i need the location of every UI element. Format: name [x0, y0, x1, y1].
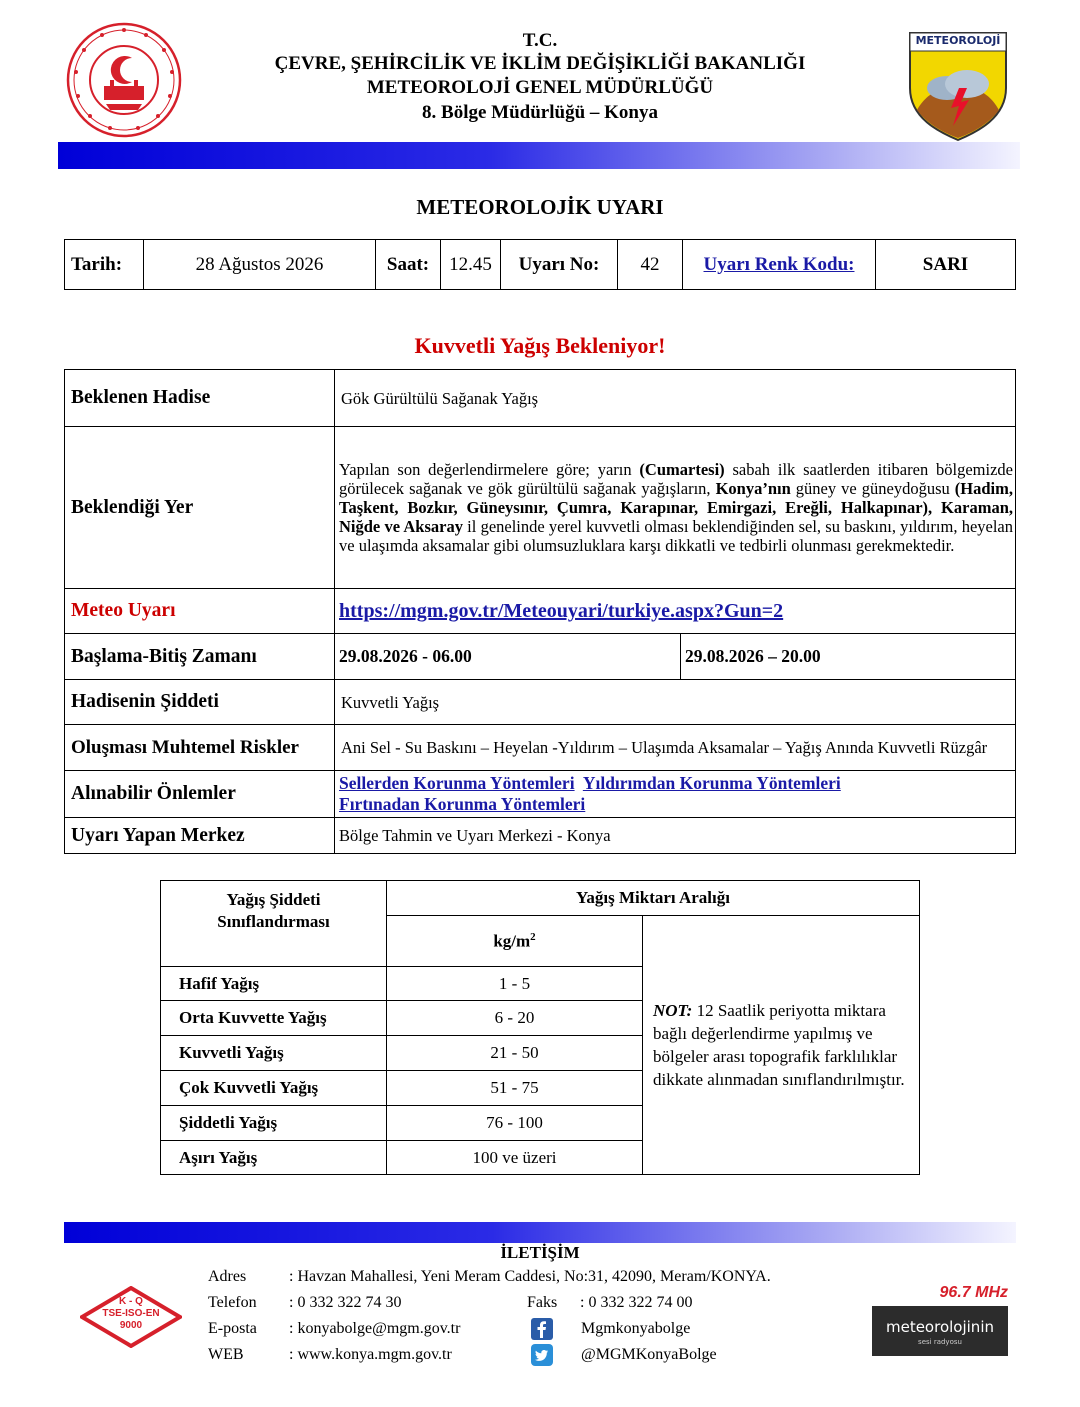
kq-line2: TSE-ISO-EN [102, 1308, 160, 1319]
meteo-link-cell [335, 589, 1016, 634]
rain-amount-header: Yağış Miktarı Aralığı [387, 881, 920, 916]
end-time: 29.08.2026 – 20.00 [681, 634, 1016, 680]
email-label: E-posta [208, 1320, 257, 1337]
rain-class-header-l1: Yağış Şiddeti [226, 890, 321, 909]
meteo-label: Meteo Uyarı [65, 589, 335, 634]
rain-class-header-l2: Sınıflandırması [217, 912, 330, 931]
color-code-value: SARI [876, 240, 1016, 290]
radio-logo [872, 1306, 1008, 1356]
warning-no-label: Uyarı No: [501, 240, 618, 290]
place-text-bold: (Cumartesi) [639, 460, 725, 479]
rain-unit-text: kg/m [493, 931, 531, 951]
radio-logo-sub: sesi radyosu [918, 1338, 962, 1346]
measures-label: Alınabilir Önlemler [65, 771, 335, 818]
rain-unit [387, 916, 643, 967]
address-value: : Havzan Mahallesi, Yeni Meram Caddesi, No:31, 42090, Meram/KONYA. [289, 1268, 771, 1285]
place-text-part: güney ve güneydoğusu [790, 479, 955, 498]
headline: Kuvvetli Yağış Bekleniyor! [414, 333, 666, 358]
severity-value: Kuvvetli Yağış [335, 680, 1016, 725]
contact-labels [208, 1264, 257, 1368]
kq-certification-logo [80, 1286, 182, 1348]
rain-row-range: 21 - 50 [387, 1036, 643, 1071]
center-value: Bölge Tahmin ve Uyarı Merkezi - Konya [335, 818, 1016, 854]
details-table [64, 369, 1016, 854]
time-value: 12.45 [441, 240, 501, 290]
place-text-bold: Konya’nın [715, 479, 791, 498]
time-label: Saat: [376, 240, 441, 290]
measures-links [335, 771, 1016, 818]
phone-label: Telefon [208, 1294, 257, 1311]
severity-label: Hadisenin Şiddeti [65, 680, 335, 725]
twitter-icon[interactable] [531, 1344, 553, 1366]
document-title: METEOROLOJİK UYARI [416, 195, 664, 219]
place-text-bold: (Hadim, Taşkent, Bozkır, Güneysınır, Çumra, Karapınar, Emirgazi, Ereğli, Halkapınar), Karaman, Niğde ve Aksaray [339, 479, 1013, 536]
phone-value: : 0 332 322 74 30 [289, 1294, 402, 1311]
date-label: Tarih: [65, 240, 144, 290]
header-line-ministry: ÇEVRE, ŞEHİRCİLİK VE İKLİM DEĞİŞİKLİĞİ BAKANLIĞI [274, 53, 806, 74]
risks-value: Ani Sel - Su Baskını – Heyelan -Yıldırım – Ulaşımda Aksamalar – Yağış Anında Kuvvetli Rüzgâr [335, 725, 1016, 771]
facebook-icon[interactable] [531, 1318, 553, 1340]
web-value: : www.konya.mgm.gov.tr [289, 1346, 452, 1363]
rain-row-name: Orta Kuvvette Yağış [161, 1001, 387, 1036]
rain-note-label: NOT: [653, 1001, 693, 1020]
place-text-part: il genelinde yerel kuvvetli olması beklendiğinden sel, su baskını, yıldırım, heyelan ve ulaşımda aksamalar gibi olumsuzluklara karşı dikkatli ve tedbirli olunması gerekmektedir. [339, 517, 1014, 555]
start-time: 29.08.2026 - 06.00 [335, 634, 681, 680]
rain-row-range: 1 - 5 [387, 967, 643, 1001]
contact-title: İLETİŞİM [500, 1243, 580, 1262]
kq-line3: 9000 [119, 1320, 143, 1331]
flood-protection-link[interactable]: Sellerden Korunma Yöntemleri [339, 773, 575, 793]
email-value: : konyabolge@mgm.gov.tr [289, 1320, 461, 1337]
meteo-link[interactable]: https://mgm.gov.tr/Meteouyari/turkiye.aspx?Gun=2 [339, 599, 784, 622]
time-range-label: Başlama-Bitiş Zamanı [65, 634, 335, 680]
rain-row-range: 6 - 20 [387, 1001, 643, 1036]
rain-row-name: Şiddetli Yağış [161, 1106, 387, 1141]
rain-classification-table [160, 880, 920, 1175]
color-code-link[interactable] [683, 240, 876, 290]
header-line-tc: T.C. [522, 30, 558, 51]
info-table [64, 239, 1016, 290]
fax-label: Faks [527, 1294, 558, 1311]
storm-protection-link[interactable]: Fırtınadan Korunma Yöntemleri [339, 794, 586, 814]
place-label: Beklendiği Yer [65, 427, 335, 589]
rain-row-name: Aşırı Yağış [161, 1141, 387, 1175]
kq-logo-text [80, 1296, 182, 1332]
rain-row-range: 51 - 75 [387, 1071, 643, 1106]
footer-band [64, 1222, 1016, 1243]
rain-class-header [161, 881, 387, 967]
fax-value: : 0 332 322 74 00 [580, 1294, 693, 1311]
header-band [58, 142, 1020, 169]
rain-unit-sup: 2 [530, 930, 536, 943]
lightning-protection-link[interactable]: Yıldırımdan Korunma Yöntemleri [582, 773, 841, 793]
place-text-part: sabah ilk saatlerden itibaren bölgemizde görülecek sağanak ve gök gürültülü sağanak yağışların, [339, 460, 1013, 498]
place-text-part: Yapılan son değerlendirmelere göre; yarın [339, 460, 640, 479]
kq-line1: K - Q [119, 1296, 143, 1307]
radio-frequency: 96.7 MHz [939, 1284, 1008, 1301]
meteoroloji-logo [907, 30, 1009, 142]
event-label: Beklenen Hadise [65, 370, 335, 427]
twitter-handle[interactable]: @MGMKonyaBolge [581, 1346, 717, 1363]
center-label: Uyarı Yapan Merkez [65, 818, 335, 854]
color-code-label[interactable]: Uyarı Renk Kodu: [703, 253, 855, 275]
facebook-handle[interactable]: Mgmkonyabolge [581, 1320, 691, 1337]
place-text [335, 427, 1016, 589]
rain-row-range: 100 ve üzeri [387, 1141, 643, 1175]
rain-note [643, 916, 920, 1175]
warning-no-value: 42 [618, 240, 683, 290]
rain-row-name: Kuvvetli Yağış [161, 1036, 387, 1071]
rain-row-name: Çok Kuvvetli Yağış [161, 1071, 387, 1106]
header-line-region: 8. Bölge Müdürlüğü – Konya [422, 102, 658, 123]
meteoroloji-logo-text: METEOROLOJİ [915, 34, 1001, 47]
radio-logo-name: meteorolojinin [885, 1318, 994, 1336]
web-label: WEB [208, 1346, 244, 1363]
header-line-directorate: METEOROLOJİ GENEL MÜDÜRLÜĞÜ [366, 77, 714, 98]
date-value: 28 Ağustos 2026 [144, 240, 376, 290]
address-label: Adres [208, 1268, 247, 1285]
rain-note-text: 12 Saatlik periyotta miktara bağlı değerlendirme yapılmış ve bölgeler arası topografik farklılıklar dikkate alınmadan sınıflandırılmıştır. [653, 1001, 905, 1089]
rain-row-name: Hafif Yağış [161, 967, 387, 1001]
rain-row-range: 76 - 100 [387, 1106, 643, 1141]
event-value: Gök Gürültülü Sağanak Yağış [335, 370, 1016, 427]
risks-label: Oluşması Muhtemel Riskler [65, 725, 335, 771]
